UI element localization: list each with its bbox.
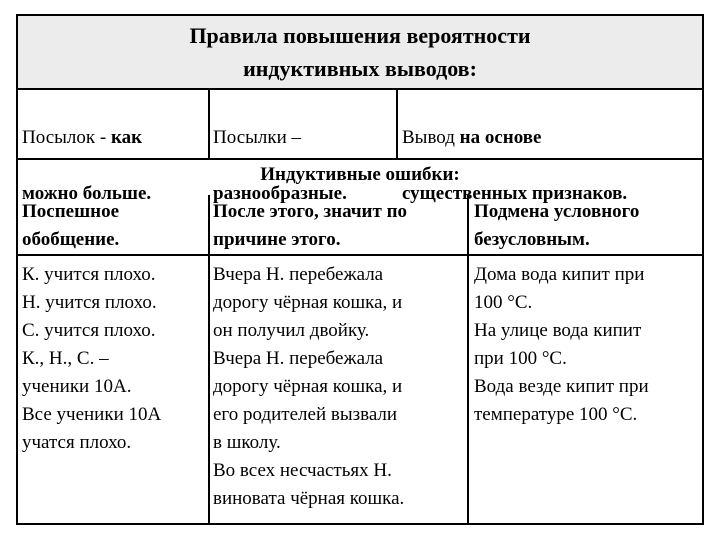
example-cell-1: К. учится плохо. Н. учится плохо. С. учится плохо. К., Н., С. – ученики 10А. Все ученики 10А учатся плохо. (22, 264, 162, 453)
example-cell-3: Дома вода кипит при 100 °С. На улице вода кипит при 100 °С. Вода везде кипит при температуре 100 °С. (474, 264, 649, 425)
rule-3-normal: Вывод (402, 127, 460, 148)
border-after-errors (16, 254, 704, 256)
border-left (16, 14, 18, 525)
errors-heading: Индуктивные ошибки: (260, 164, 460, 185)
table-header (18, 15, 702, 88)
rule-2-bold: разнообразные. (213, 183, 347, 204)
border-bottom (16, 523, 704, 525)
rules-divider-2 (396, 88, 398, 158)
border-right (702, 14, 704, 525)
error-cell-3: Подмена условного безусловным. (474, 201, 640, 250)
rules-divider-1 (208, 88, 210, 158)
title-line-2: индуктивных выводов: (243, 56, 477, 81)
rule-1-normal: Посылок - (22, 127, 111, 148)
rule-3-bold-b: существенных признаков. (402, 183, 628, 204)
title-line-1: Правила повышения вероятности (189, 23, 531, 48)
rule-1-bold-a: как (110, 127, 143, 148)
errors-divider-1 (208, 195, 210, 525)
rule-3-bold-a: на основе (459, 127, 542, 148)
rule-1-bold-b: можно больше. (22, 183, 152, 204)
error-cell-1: Поспешное обобщение. (22, 201, 120, 250)
errors-divider-2 (467, 195, 469, 525)
example-cell-2: Вчера Н. перебежала дорогу чёрная кошка, и он получил двойку. Вчера Н. перебежала дорогу чёрная кошка, и его родителей вызвали в школу. Во всех несчастьях Н. виновата чёрная кошка. (213, 264, 405, 509)
error-cell-2: После этого, значит по причине этого. (213, 201, 408, 250)
border-after-header (16, 88, 704, 90)
rule-2-normal: Посылки – (213, 127, 302, 148)
border-after-rules (16, 158, 704, 160)
border-top (16, 14, 704, 16)
